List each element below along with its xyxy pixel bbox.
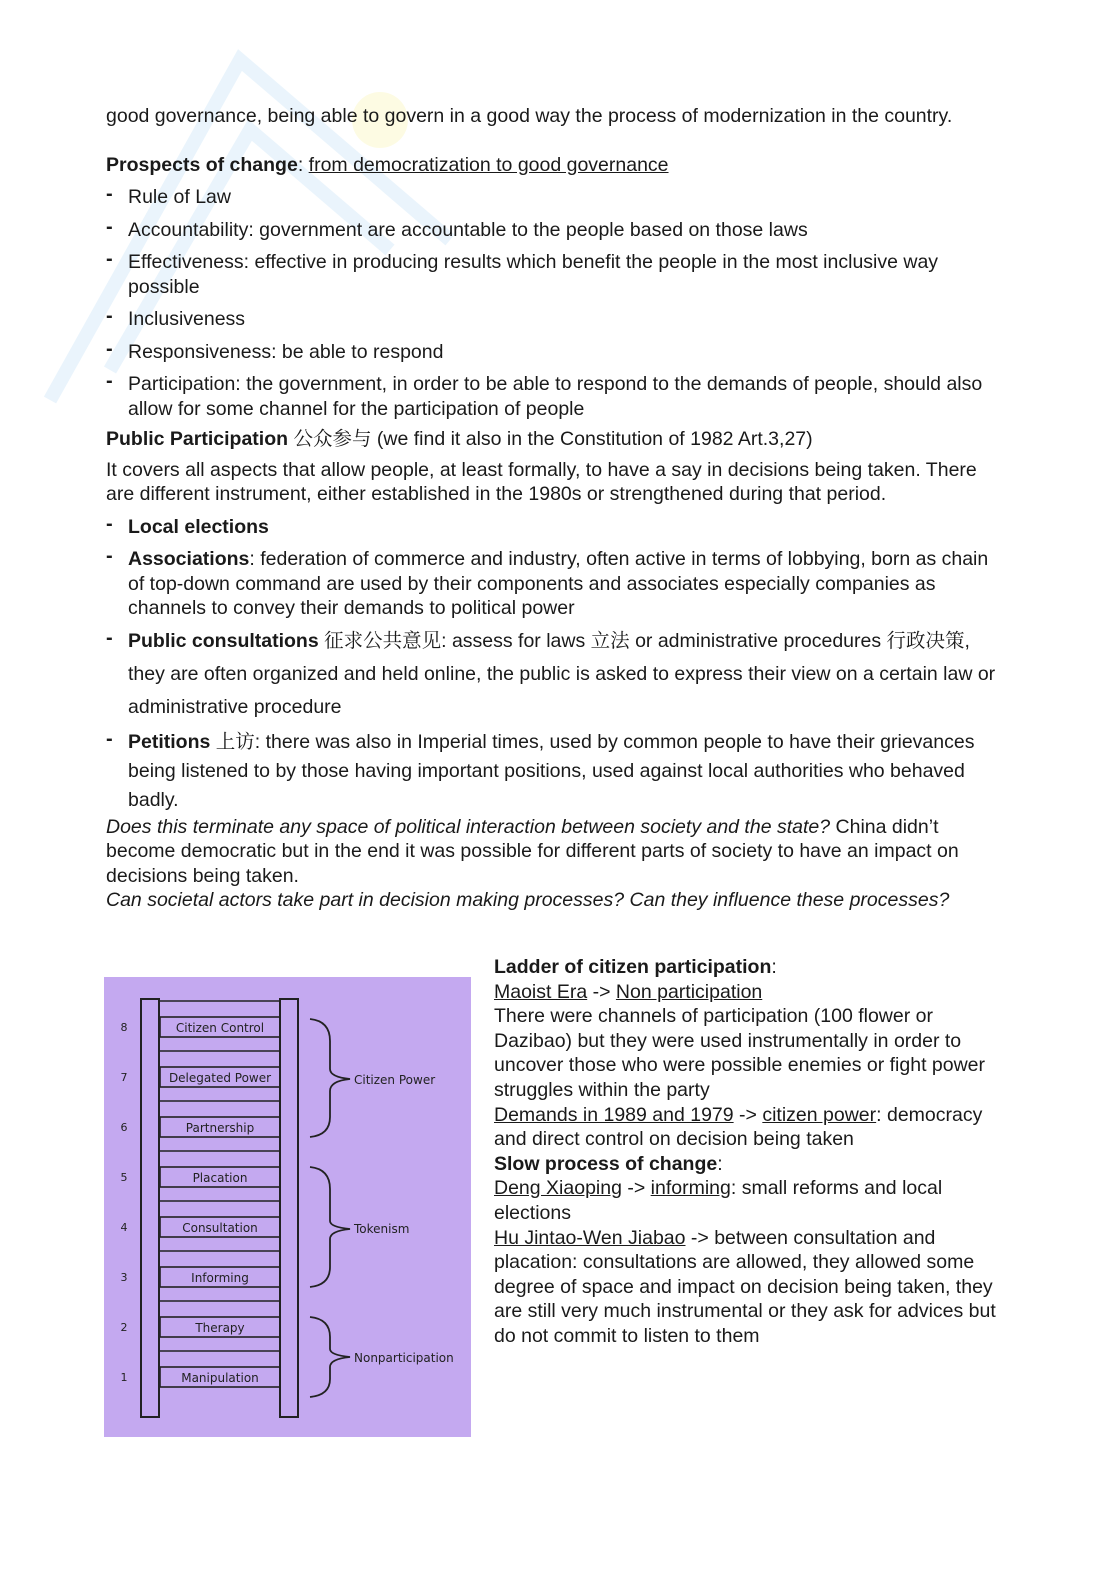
slow-heading bbox=[494, 1152, 999, 1177]
answer-1: China didn’t become democratic but in the end it was possible for different parts of society to have an impact on decisions being taken. bbox=[106, 815, 959, 887]
public-participation-heading bbox=[106, 427, 1006, 452]
ladder-rung-number: 2 bbox=[120, 1321, 128, 1334]
prospects-link: from democratization to good governance bbox=[308, 153, 669, 176]
maoist-era-link: Maoist Era bbox=[494, 980, 588, 1003]
ladder-explanation bbox=[494, 955, 999, 1349]
ladder-rung-label: Consultation bbox=[182, 1221, 258, 1235]
hu-desc: -> between consultation and placation: consultations are allowed, they allowed some degree of space and impact on decision being taken, they are still very much instrumental or they ask for advices but do not commit to listen to them bbox=[494, 1226, 996, 1347]
public-participation-desc: It covers all aspects that allow people, at least formally, to have a say in decisions being taken. There are different instrument, either established in the 1980s or strengthened during that period. bbox=[106, 458, 977, 505]
maoist-line bbox=[494, 980, 999, 1005]
group-label-nonparticipation: Nonparticipation bbox=[354, 1351, 454, 1365]
ladder-rung-number: 7 bbox=[120, 1071, 128, 1084]
arrow-3: -> bbox=[621, 1177, 651, 1200]
list-item: - Rule of Law bbox=[106, 185, 1006, 210]
item-bold: Local elections bbox=[128, 515, 269, 538]
ladder-rung-number: 5 bbox=[120, 1171, 128, 1184]
hu-link: Hu Jintao-Wen Jiabao bbox=[494, 1226, 686, 1249]
slow-heading-colon: : bbox=[717, 1152, 723, 1175]
list-item: - Accountability: government are accountable to the people based on those laws bbox=[106, 218, 1006, 243]
item-bold: Public consultations bbox=[128, 629, 319, 652]
list-item: - Effectiveness: effective in producing results which benefit the people in the most inclusive way possible bbox=[106, 250, 1006, 299]
list-item bbox=[106, 625, 1006, 724]
intro-paragraph: good governance, being able to govern in a good way the process of modernization in the country. bbox=[106, 105, 953, 127]
demands-desc: : democracy and direct control on decision being taken bbox=[494, 1103, 983, 1151]
prospects-title: Prospects of change bbox=[106, 153, 298, 176]
list-item: - Participation: the government, in order to be able to respond to the demands of people, should also allow for some channel for the participation of people bbox=[106, 372, 1006, 421]
ladder-rung-number: 1 bbox=[120, 1371, 128, 1384]
ladder-figure bbox=[104, 977, 471, 1437]
demands-line bbox=[494, 1103, 999, 1152]
prospects-heading bbox=[106, 153, 1006, 178]
question-2: Can societal actors take part in decision making processes? Can they influence these processes? bbox=[106, 889, 950, 911]
citizen-power-link: citizen power bbox=[762, 1103, 877, 1126]
slow-heading-title: Slow process of change bbox=[494, 1152, 718, 1175]
ladder-rung-number: 6 bbox=[120, 1121, 128, 1134]
item-text: 征求公共意见: assess for laws 立法 or administrative procedures 行政决策, they are often organized and held online, the public is asked to express their view on a certain law or administrative procedure bbox=[128, 629, 996, 718]
ladder-rung-label: Therapy bbox=[195, 1321, 245, 1335]
ladder-heading bbox=[494, 955, 999, 980]
non-participation-link: Non participation bbox=[615, 980, 763, 1003]
participation-list bbox=[106, 515, 1006, 815]
arrow-1: -> bbox=[587, 980, 616, 1003]
question-1: Does this terminate any space of political interaction between society and the state? bbox=[106, 815, 831, 838]
list-item bbox=[106, 728, 1006, 815]
ladder-rung-label: Citizen Control bbox=[175, 1021, 265, 1035]
list-item bbox=[106, 547, 1006, 621]
deng-desc: : small reforms and local elections bbox=[494, 1177, 943, 1224]
arrow-2: -> bbox=[733, 1103, 763, 1126]
deng-line bbox=[494, 1176, 999, 1225]
deng-link: Deng Xiaoping bbox=[494, 1177, 622, 1200]
question-paragraph bbox=[106, 815, 1006, 889]
maoist-desc: There were channels of participation (100 flower or Dazibao) but they were used instrumentally in order to uncover those who were possible enemies or fight power struggles within the party bbox=[494, 1005, 986, 1101]
ladder-rung-label: Partnership bbox=[185, 1121, 255, 1135]
ladder-rung-label: Manipulation bbox=[181, 1371, 259, 1385]
item-bold: Petitions bbox=[128, 730, 211, 753]
ladder-rung-number: 3 bbox=[120, 1271, 128, 1284]
group-label-tokenism: Tokenism bbox=[354, 1222, 410, 1236]
item-text: : federation of commerce and industry, often active in terms of lobbying, born as chain of top-down command are used by their components and associates especially companies as channels to convey their demands to political power bbox=[128, 548, 989, 619]
prospects-sep: : bbox=[297, 153, 309, 176]
ladder-rung-label: Placation bbox=[192, 1171, 248, 1185]
ladder-rung-label: Delegated Power bbox=[168, 1071, 272, 1085]
prospects-list bbox=[106, 185, 1006, 421]
item-text: 上访: there was also in Imperial times, used by common people to have their grievances being listened to by those having important positions, used against local authorities who behaved badly. bbox=[128, 730, 975, 811]
public-participation-title: Public Participation bbox=[106, 428, 289, 450]
ladder-heading-colon: : bbox=[771, 956, 777, 978]
list-item: - Responsiveness: be able to respond bbox=[106, 340, 1006, 365]
public-participation-rest: 公众参与 (we find it also in the Constitution of 1982 Art.3,27) bbox=[288, 428, 813, 450]
informing-link: informing bbox=[650, 1177, 731, 1200]
list-item bbox=[106, 515, 1006, 540]
ladder-rung-number: 8 bbox=[120, 1021, 128, 1034]
document-body bbox=[106, 104, 1006, 913]
ladder-heading-title: Ladder of citizen participation bbox=[494, 956, 772, 978]
list-item: - Inclusiveness bbox=[106, 307, 1006, 332]
group-label-citizen-power: Citizen Power bbox=[354, 1073, 436, 1087]
ladder-rung-label: Informing bbox=[191, 1271, 249, 1285]
hu-line bbox=[494, 1226, 999, 1349]
ladder-rung-number: 4 bbox=[120, 1221, 128, 1234]
item-bold: Associations bbox=[128, 548, 250, 570]
demands-link: Demands in 1989 and 1979 bbox=[494, 1103, 734, 1126]
